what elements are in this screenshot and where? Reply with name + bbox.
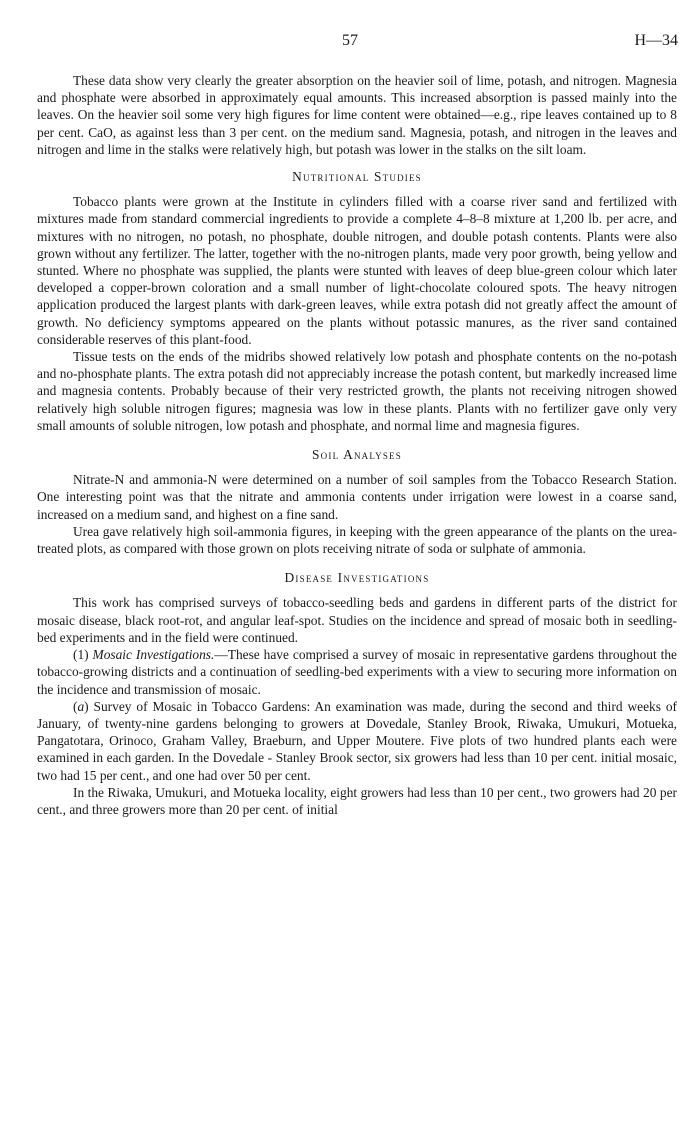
mosaic-survey-text: ) Survey of Mosaic in Tobacco Gardens: An examination was made, during the second and third weeks of January, of twenty-nine gardens belonging to growers at Dovedale, Stanley Brook, Riwaka, Umukuri, Motueka, Pangatotara, Orinoco, Graham Valley, Braeburn, and Upper Moutere. Five plots of two hundred plants each were examined in each garden. In the Dovedale - Stanley Brook sector, six growers had less than 10 per cent. initial mosaic, two had 15 per cent., and one had over 50 per cent.: [37, 698, 677, 783]
mosaic-survey-paragraph: [37, 698, 677, 784]
page-reference: H—34: [634, 32, 678, 49]
soil-paragraph-2: Urea gave relatively high soil-ammonia figures, in keeping with the green appearance of the plants on the urea-treated plots, as compared with those grown on plots receiving nitrate of soda or sulphate of ammonia.: [37, 523, 677, 557]
page-body: [37, 72, 677, 818]
riwaka-locality-paragraph: In the Riwaka, Umukuri, and Motueka locality, eight growers had less than 10 per cent., two growers had 20 per cent., and three growers more than 20 per cent. of initial: [37, 784, 677, 817]
mosaic-investigations-title: Mosaic Investigations.: [92, 647, 215, 663]
intro-paragraph: These data show very clearly the greater absorption on the heavier soil of lime, potash, and nitrogen. Magnesia and phosphate were absorbed in approximately equal amounts. This increased absorption is passed mainly into the leaves. On the heavier soil some very high figures for lime content were obtained—e.g., ripe leaves contained up to 8 per cent. CaO, as against less than 3 per cent. on the medium sand. Magnesia, potash, and nitrogen in the leaves and nitrogen and lime in the stalks were relatively high, but potash was lower in the stalks on the silt loam.: [37, 73, 677, 157]
mosaic-item-number: (1): [73, 647, 93, 663]
soil-paragraph-1: Nitrate-N and ammonia-N were determined on a number of soil samples from the Tobacco Research Station. One interesting point was that the nitrate and ammonia contents under irrigation were lowest in a coarse sand, increased on a medium sand, and highest on a fine sand.: [37, 472, 677, 522]
nutritional-paragraph-1: Tobacco plants were grown at the Institute in cylinders filled with a coarse river sand and fertilized with mixtures made from standard commercial ingredients to provide a complete 4–8–8 mixture at 1,200 lb. per acre, and mixtures with no nitrogen, no potash, no phosphate, double nitrogen, and double potash contents. Plants were also grown without any fertilizer. The latter, together with the no-nitrogen plants, made very poor growth, being yellow and stunted. Where no phosphate was supplied, the plants were stunted with leaves of deep blue-green colour which later developed a copper-brown coloration and a small number of light-chocolate coloured spots. The heavy nitrogen application produced the largest plants with dark-green leaves, while extra potash did not greatly affect the amount of growth. No deficiency symptoms appeared on the plants without potassic manures, as the river sand contained considerable reserves of this plant-food.: [37, 194, 677, 347]
mosaic-investigations-text: —These have comprised a survey of mosaic in representative gardens throughout the tobacco-growing districts and a continuation of seedling-bed experiments with a view to securing more information on the incidence and transmission of mosaic.: [37, 647, 677, 697]
mosaic-survey-open-paren: (: [73, 698, 78, 714]
disease-investigations-heading: Disease Investigations: [284, 570, 430, 586]
mosaic-investigations-paragraph: [37, 646, 677, 698]
soil-analyses-heading: Soil Analyses: [312, 447, 402, 463]
disease-paragraph-1: This work has comprised surveys of tobacco-seedling beds and gardens in different parts of the district for mosaic disease, black root-rot, and angular leaf-spot. Studies on the incidence and spread of mosaic both in seedling-bed experiments and in the field were continued.: [37, 595, 677, 645]
nutritional-studies-heading: Nutritional Studies: [292, 169, 422, 185]
page-header: [0, 32, 700, 52]
nutritional-paragraph-2: Tissue tests on the ends of the midribs showed relatively low potash and phosphate contents on the no-potash and no-phosphate plants. The extra potash did not appreciably increase the potash content, but markedly increased lime and magnesia contents. Probably because of their very restricted growth, the plants not receiving nitrogen showed relatively high soluble nitrogen figures; magnesia was low in these plants. Plants with no fertilizer gave only very small amounts of soluble nitrogen, low potash and phosphate, and normal lime and magnesia figures.: [37, 349, 677, 433]
mosaic-survey-letter: a: [77, 698, 85, 714]
page-number: 57: [342, 32, 358, 49]
